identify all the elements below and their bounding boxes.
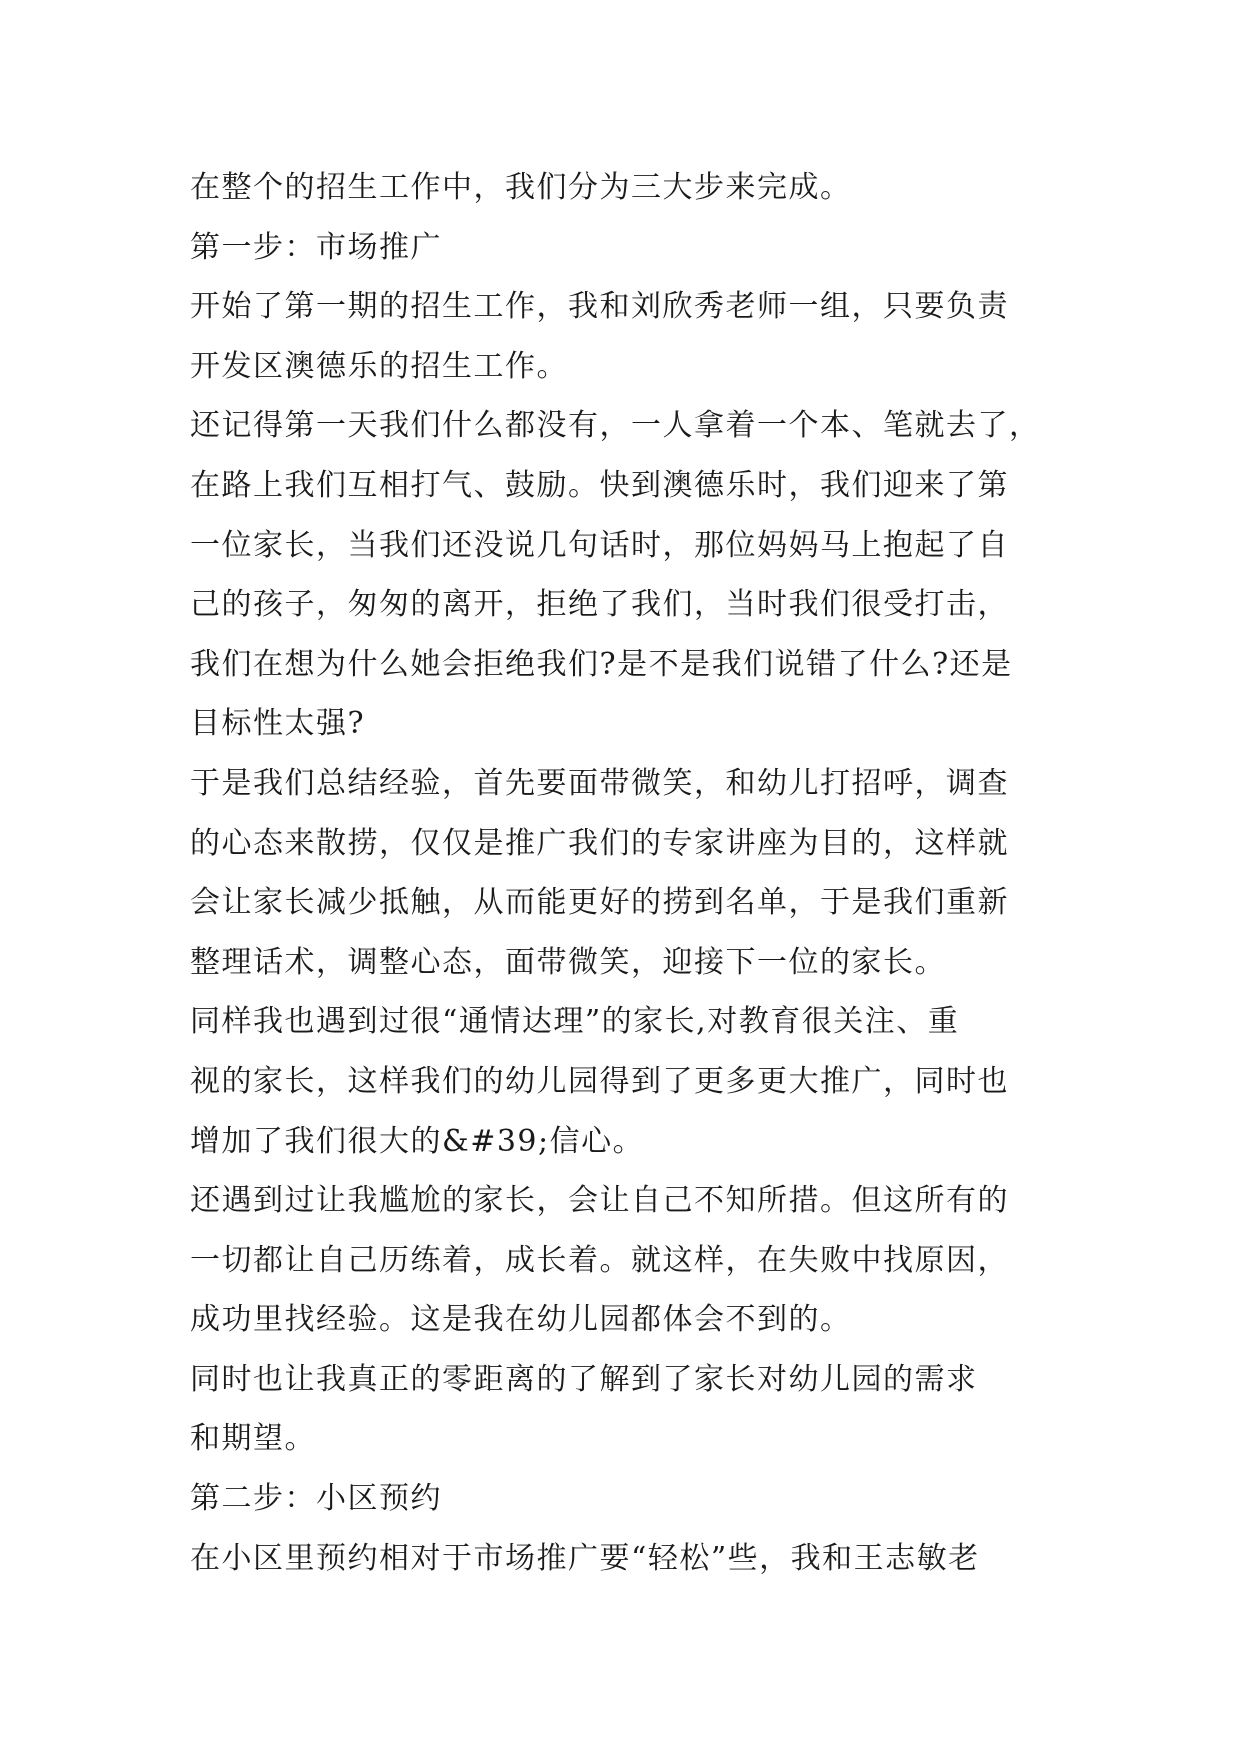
text-line: 在整个的招生工作中，我们分为三大步来完成。 [190,170,852,205]
text-line: 视的家长，这样我们的幼儿园得到了更多更大推广，同时也 [190,1063,1009,1099]
text-line: 还遇到过让我尴尬的家长，会让自己不知所措。但这所有的 [190,1183,1009,1219]
text-line: 己的孩子，匆匆的离开，拒绝了我们，当时我们很受打击， [190,587,1009,623]
section-heading-step-1: 第一步：市场推广 [190,229,442,265]
text-line: 目标性太强? [190,706,366,742]
section-heading-step-2: 第二步：小区预约 [190,1481,442,1517]
text-line: 一位家长，当我们还没说几句话时，那位妈妈马上抱起了自 [190,527,1009,563]
text-line: 同时也让我真正的零距离的了解到了家长对幼儿园的需求 [190,1361,978,1397]
text-line: 整理话术，调整心态，面带微笑，迎接下一位的家长。 [190,944,946,980]
text-line: 在小区里预约相对于市场推广要“轻松”些，我和王志敏老 [190,1540,980,1576]
text-line: 我们在想为什么她会拒绝我们?是不是我们说错了什么?还是 [190,646,1013,682]
text-line: 同样我也遇到过很“通情达理”的家长,对教育很关注、重 [190,1004,960,1040]
text-line: 会让家长减少抵触，从而能更好的捞到名单，于是我们重新 [190,885,1009,921]
text-line: 在路上我们互相打气、鼓励。快到澳德乐时，我们迎来了第 [190,467,1009,503]
body-text [190,158,1070,1588]
text-line: 开发区澳德乐的招生工作。 [190,348,568,384]
text-line: 一切都让自己历练着，成长着。就这样，在失败中找原因， [190,1242,1009,1278]
text-line: 和期望。 [190,1421,316,1457]
text-line: 还记得第一天我们什么都没有，一人拿着一个本、笔就去了， [190,408,1041,444]
text-line: 的心态来散捞，仅仅是推广我们的专家讲座为目的，这样就 [190,825,1009,861]
text-line: 开始了第一期的招生工作，我和刘欣秀老师一组，只要负责 [190,289,1009,325]
text-line: 增加了我们很大的&#39;信心。 [190,1123,645,1159]
text-line: 成功里找经验。这是我在幼儿园都体会不到的。 [190,1302,852,1338]
text-line: 于是我们总结经验，首先要面带微笑，和幼儿打招呼，调查 [190,765,1009,801]
